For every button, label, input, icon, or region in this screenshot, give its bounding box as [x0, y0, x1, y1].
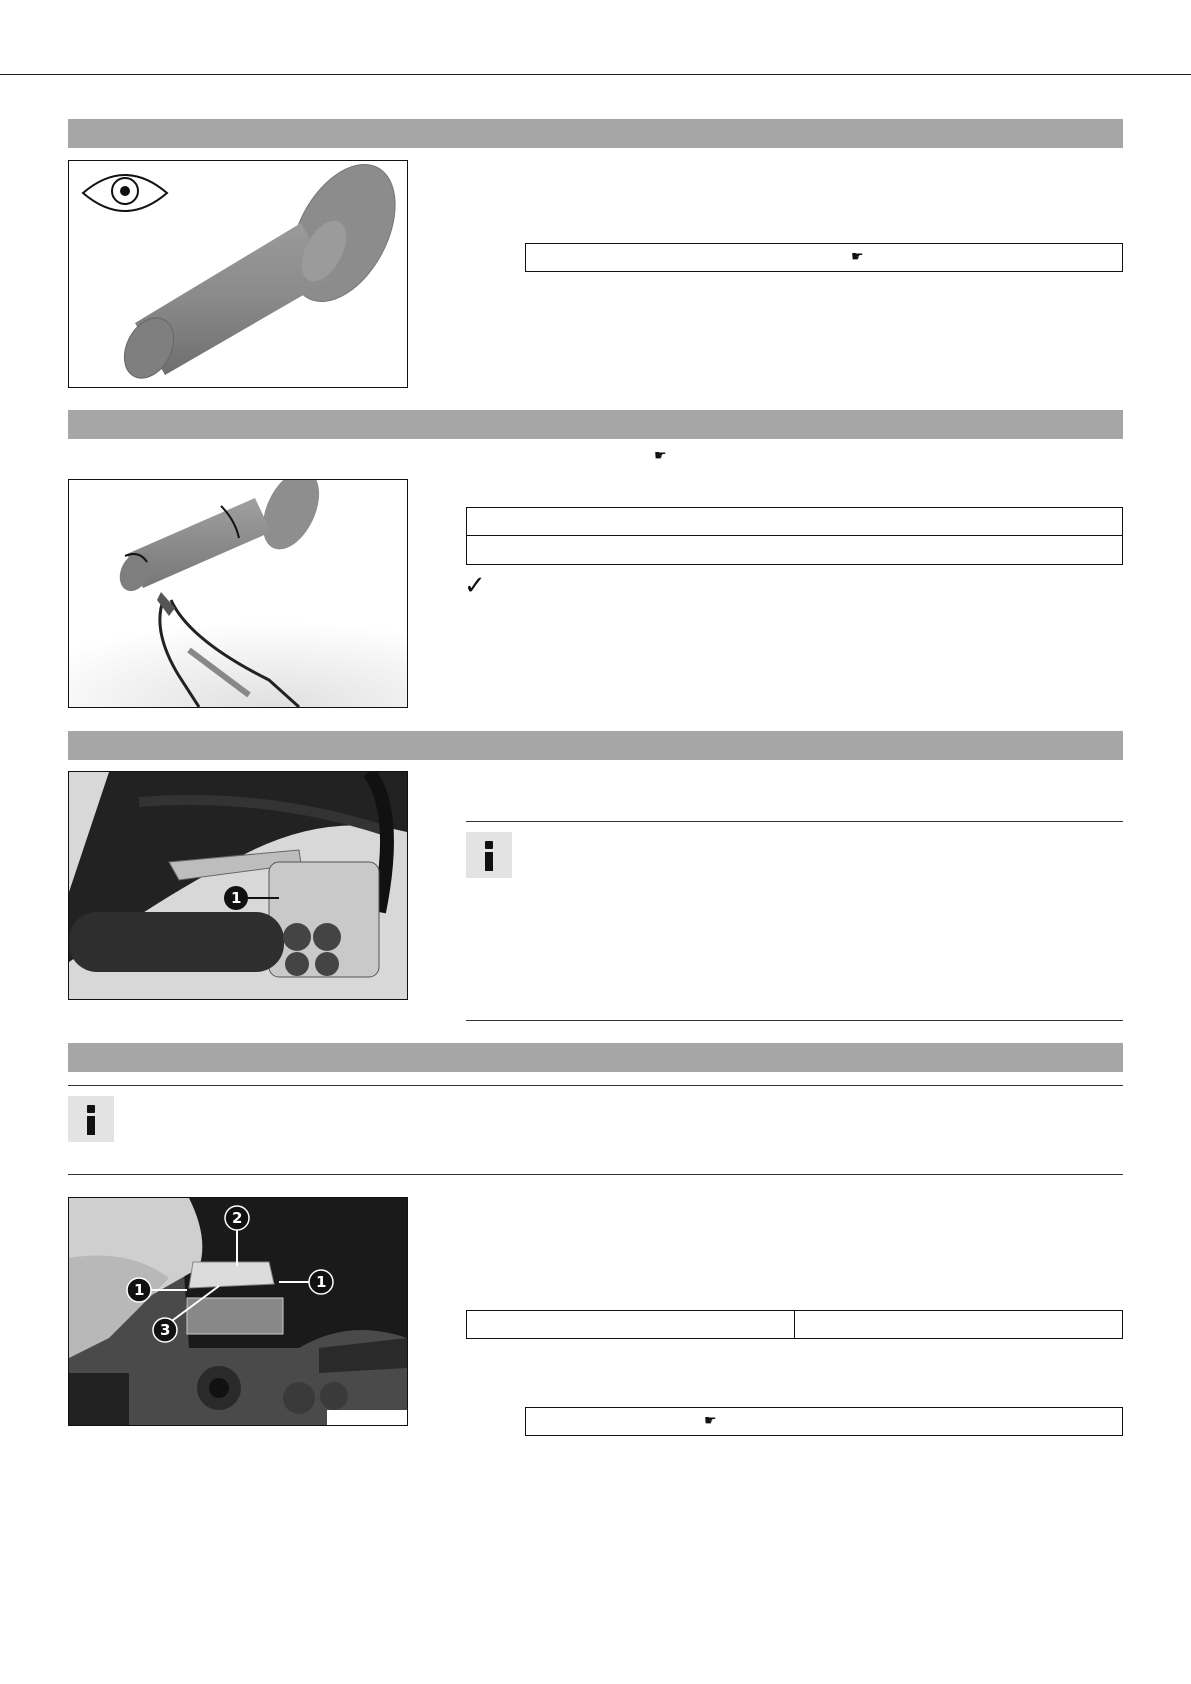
figure-clutch-lever	[68, 771, 408, 1000]
eye-icon	[83, 175, 167, 211]
callout-label: 2	[232, 1209, 243, 1227]
reference-hand-icon: ☛	[704, 1412, 717, 1428]
section-4-header-bar	[68, 1043, 1123, 1072]
section-2-header-bar	[68, 410, 1123, 439]
figure-grip-inspect	[68, 160, 408, 388]
reference-hand-icon: ☛	[851, 248, 864, 264]
table-cell	[467, 1311, 795, 1338]
section-4-table	[466, 1310, 1123, 1339]
info-icon	[466, 832, 512, 878]
handlebar-grip	[115, 161, 407, 387]
section-1-reference-box	[525, 243, 1123, 272]
section-2-table	[466, 507, 1123, 565]
table-row	[467, 536, 1122, 564]
section-4-reference-box	[525, 1407, 1123, 1436]
info-icon	[68, 1096, 114, 1142]
callout-label: 3	[160, 1321, 171, 1339]
header-rule	[0, 74, 1191, 75]
section-1-header-bar	[68, 119, 1123, 148]
note-top-rule	[68, 1085, 1123, 1086]
callout-label: 1	[231, 889, 242, 907]
check-icon: ✓	[464, 570, 486, 600]
figure-brake-reservoir	[68, 1197, 408, 1426]
section-3-header-bar	[68, 731, 1123, 760]
table-row	[467, 508, 1122, 536]
table-cell	[795, 1311, 1122, 1338]
callout-label: 1	[134, 1281, 145, 1299]
note-bottom-rule	[466, 1020, 1123, 1021]
callout-label: 1	[316, 1273, 327, 1291]
figure-grip-wire	[68, 479, 408, 708]
reference-hand-icon: ☛	[654, 447, 667, 463]
note-top-rule	[466, 821, 1123, 822]
note-bottom-rule	[68, 1174, 1123, 1175]
